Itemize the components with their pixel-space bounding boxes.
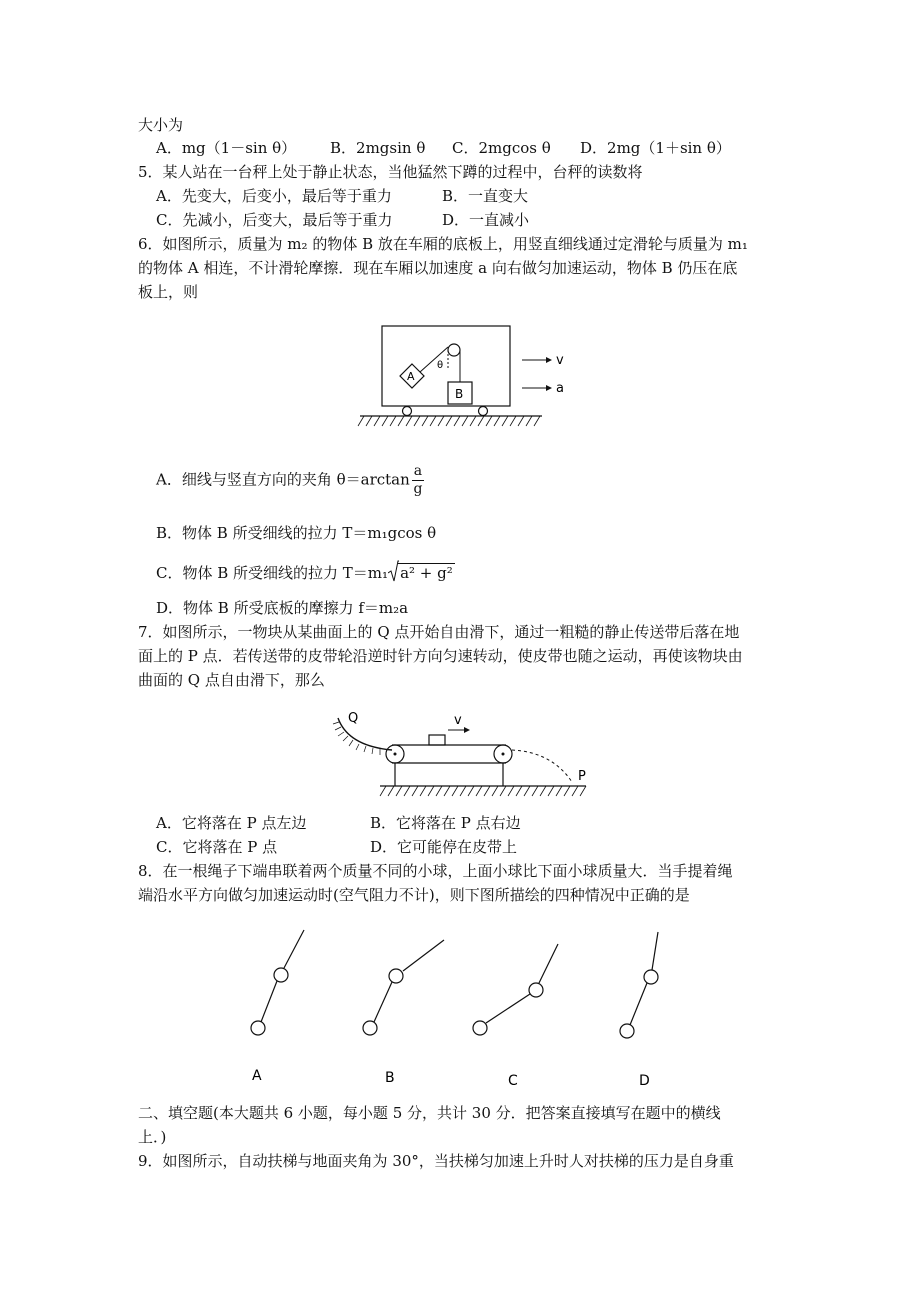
- q6-stem-line3: 板上，则: [138, 283, 199, 301]
- pendulum-label-c: C: [508, 1073, 518, 1089]
- railcar-box: [382, 326, 510, 406]
- theta-label: θ: [437, 360, 444, 371]
- pendulum-option-b: [363, 940, 444, 1086]
- point-q-label: Q: [348, 711, 359, 726]
- q4-tail: 大小为: [138, 116, 184, 134]
- q6-figure-railcar: [350, 318, 590, 433]
- q7-stem-line2: 面上的 P 点．若传送带的皮带轮沿逆时针方向匀速转动，使皮带也随之运动，再使该物块由: [138, 647, 743, 665]
- q6-option-a-text: A．细线与竖直方向的夹角 θ＝arctan: [156, 470, 410, 489]
- q8-figure-pendulums: [230, 920, 690, 1090]
- q5-stem: 5．某人站在一台秤上处于静止状态，当他猛然下蹲的过程中，台秤的读数将: [138, 163, 643, 181]
- q6-stem-line2: 的物体 A 相连，不计滑轮摩擦．现在车厢以加速度 a 向右做匀加速运动，物体 B 仍压在底: [138, 259, 738, 277]
- q7-option-d: D．它可能停在皮带上: [370, 838, 518, 856]
- fraction-denominator: g: [413, 481, 423, 497]
- q6-option-c-sqrt: [388, 563, 455, 583]
- q9-stem-line1: 9．如图所示，自动扶梯与地面夹角为 30°，当扶梯匀加速上升时人对扶梯的压力是自身重: [138, 1152, 734, 1170]
- q4-option-a: A．mg（1－sin θ）: [156, 139, 297, 157]
- q6-option-c: [156, 563, 455, 583]
- q6-option-a-fraction: [412, 463, 424, 498]
- q6-option-b: B．物体 B 所受细线的拉力 T＝m₁gcos θ: [156, 524, 437, 542]
- q7-figure-conveyor: [330, 700, 600, 805]
- q7-stem-line3: 曲面的 Q 点自由滑下，那么: [138, 671, 325, 689]
- q7-option-a: A．它将落在 P 点左边: [156, 814, 307, 832]
- q6-option-c-text: C．物体 B 所受细线的拉力 T＝m₁: [156, 564, 389, 582]
- q4-option-c: C．2mgcos θ: [452, 139, 551, 157]
- q4-option-b: B．2mgsin θ: [330, 139, 426, 157]
- belt-velocity-label: v: [454, 713, 462, 728]
- q5-option-b: B．一直变大: [442, 187, 529, 205]
- fraction-numerator: a: [413, 463, 423, 479]
- pendulum-label-b: B: [385, 1070, 395, 1086]
- pendulum-label-a: A: [252, 1068, 262, 1084]
- q6-option-a: [156, 463, 424, 498]
- velocity-label: v: [556, 353, 564, 368]
- q5-option-d: D．一直减小: [442, 211, 530, 229]
- acceleration-label: a: [556, 381, 564, 396]
- trajectory-dashed: [512, 750, 572, 782]
- q4-option-d: D．2mg（1＋sin θ）: [580, 139, 731, 157]
- q6-option-d: D．物体 B 所受底板的摩擦力 f＝m₂a: [156, 599, 409, 617]
- point-p-label: P: [578, 769, 586, 784]
- block-a-label: A: [407, 370, 415, 383]
- q7-option-c: C．它将落在 P 点: [156, 838, 278, 856]
- pendulum-option-d: [620, 932, 658, 1089]
- q6-stem-line1: 6．如图所示，质量为 m₂ 的物体 B 放在车厢的底板上，用竖直细线通过定滑轮与质量为 m₁: [138, 235, 748, 253]
- pendulum-option-a: [251, 930, 304, 1084]
- pendulum-label-d: D: [639, 1073, 650, 1089]
- pendulum-option-c: [473, 944, 558, 1089]
- section2-heading-line1: 二、填空题(本大题共 6 小题，每小题 5 分，共计 30 分．把答案直接填写在题中的横线: [138, 1104, 721, 1122]
- curved-surface: [338, 718, 392, 750]
- section2-heading-line2: 上．): [138, 1128, 167, 1146]
- block-b-label: B: [455, 387, 464, 401]
- q7-stem-line1: 7．如图所示，一物块从某曲面上的 Q 点开始自由滑下，通过一粗糙的静止传送带后落在地: [138, 623, 740, 641]
- q8-stem-line2: 端沿水平方向做匀加速运动时(空气阻力不计)，则下图所描绘的四种情况中正确的是: [138, 886, 690, 904]
- block-on-belt: [429, 735, 445, 745]
- pulley-icon: [448, 344, 460, 356]
- wheel-left: [403, 407, 412, 416]
- wheel-right: [479, 407, 488, 416]
- sqrt-radicand: a² + g²: [400, 564, 453, 582]
- q5-option-c: C．先减小，后变大，最后等于重力: [156, 211, 393, 229]
- q5-option-a: A．先变大，后变小，最后等于重力: [156, 187, 392, 205]
- q7-option-b: B．它将落在 P 点右边: [370, 814, 521, 832]
- q8-stem-line1: 8．在一根绳子下端串联着两个质量不同的小球，上面小球比下面小球质量大．当手提着绳: [138, 862, 733, 880]
